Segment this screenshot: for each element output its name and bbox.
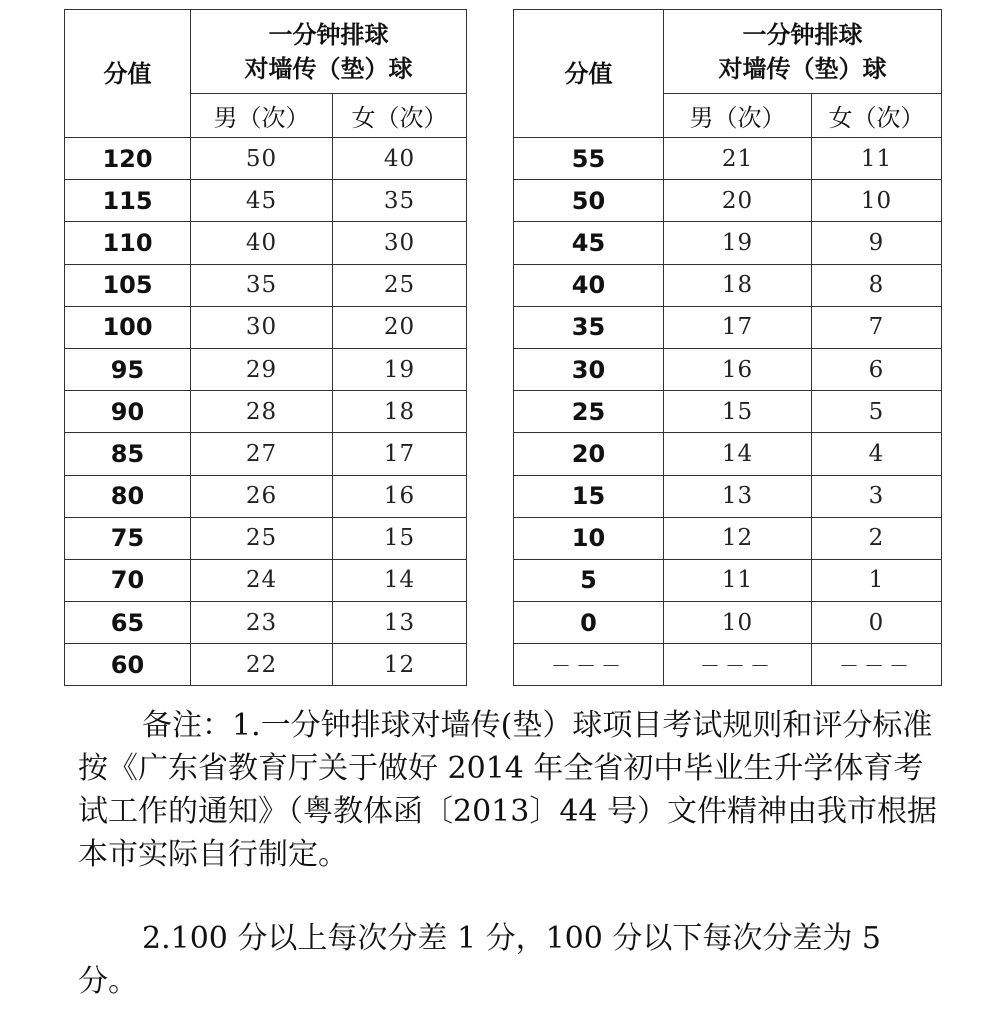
table-row [65,264,467,306]
female-cell: 25 [333,264,467,306]
male-cell: 20 [664,180,812,222]
female-cell: 35 [333,180,467,222]
table-row [514,138,942,180]
female-cell: 30 [333,222,467,264]
table-row [65,180,467,222]
score-cell: 95 [65,348,191,390]
table-row [65,222,467,264]
table-row [65,602,467,644]
female-cell: 14 [333,559,467,601]
female-cell: 20 [333,306,467,348]
score-cell: 100 [65,306,191,348]
female-cell: 19 [333,348,467,390]
male-cell: 22 [191,644,333,686]
header-item: 一分钟排球 对墙传（垫）球 [191,10,467,94]
male-cell: 10 [664,602,812,644]
male-cell: 28 [191,391,333,433]
table-row [514,180,942,222]
header-score: 分值 [514,10,664,138]
score-cell: 30 [514,348,664,390]
table-row [65,138,467,180]
male-cell: 14 [664,433,812,475]
male-cell: 40 [191,222,333,264]
score-cell: 35 [514,306,664,348]
header-male: 男（次） [664,94,812,138]
score-table-left [64,9,467,686]
female-cell: 17 [333,433,467,475]
header-score: 分值 [65,10,191,138]
female-cell: 2 [812,517,942,559]
score-cell: 75 [65,517,191,559]
score-cell: 85 [65,433,191,475]
table-row [65,348,467,390]
score-cell: －－－ [514,644,664,686]
male-cell: 26 [191,475,333,517]
female-cell: 9 [812,222,942,264]
score-cell: 105 [65,264,191,306]
note-paragraph-1: 备注：1.一分钟排球对墙传(垫）球项目考试规则和评分标准按《广东省教育厅关于做好 2014 年全省初中毕业生升学体育考试工作的通知》（粤教体函〔2013〕44 号）文件精神由我市根据本市实际自行制定。 [78,708,938,872]
table-row [514,433,942,475]
female-cell: 10 [812,180,942,222]
score-cell: 110 [65,222,191,264]
male-cell: 27 [191,433,333,475]
male-cell: 21 [664,138,812,180]
female-cell: 7 [812,306,942,348]
female-cell: 18 [333,391,467,433]
female-cell: 0 [812,602,942,644]
table-row [514,517,942,559]
table-row [65,306,467,348]
female-cell: 5 [812,391,942,433]
female-cell: －－－ [812,644,942,686]
table-row [514,559,942,601]
male-cell: 11 [664,559,812,601]
score-table-right [513,9,942,686]
score-cell: 15 [514,475,664,517]
score-cell: 25 [514,391,664,433]
male-cell: 19 [664,222,812,264]
male-cell: 17 [664,306,812,348]
table-row [65,475,467,517]
male-cell: 18 [664,264,812,306]
score-table-right-body [514,10,942,686]
female-cell: 8 [812,264,942,306]
male-cell: 23 [191,602,333,644]
table-row [65,517,467,559]
female-cell: 40 [333,138,467,180]
male-cell: 13 [664,475,812,517]
table-row [514,348,942,390]
male-cell: 45 [191,180,333,222]
score-cell: 80 [65,475,191,517]
table-row [65,559,467,601]
male-cell: 24 [191,559,333,601]
female-cell: 4 [812,433,942,475]
score-cell: 40 [514,264,664,306]
score-cell: 115 [65,180,191,222]
score-table-left-body [65,10,467,686]
table-row [514,222,942,264]
header-male: 男（次） [191,94,333,138]
male-cell: 35 [191,264,333,306]
score-cell: 55 [514,138,664,180]
score-cell: 65 [65,602,191,644]
female-cell: 12 [333,644,467,686]
score-cell: 90 [65,391,191,433]
male-cell: 12 [664,517,812,559]
score-cell: 5 [514,559,664,601]
female-cell: 6 [812,348,942,390]
female-cell: 3 [812,475,942,517]
female-cell: 16 [333,475,467,517]
header-item: 一分钟排球 对墙传（垫）球 [664,10,942,94]
score-cell: 70 [65,559,191,601]
male-cell: 25 [191,517,333,559]
table-row [514,644,942,686]
table-row [65,433,467,475]
male-cell: 16 [664,348,812,390]
score-cell: 50 [514,180,664,222]
table-row [65,644,467,686]
female-cell: 15 [333,517,467,559]
score-cell: 45 [514,222,664,264]
note-paragraph-2: 2.100 分以上每次分差 1 分，100 分以下每次分差为 5 分。 [78,921,881,999]
score-cell: 120 [65,138,191,180]
header-female: 女（次） [812,94,942,138]
table-row [514,391,942,433]
male-cell: 15 [664,391,812,433]
male-cell: 29 [191,348,333,390]
table-row [65,391,467,433]
score-cell: 0 [514,602,664,644]
score-cell: 10 [514,517,664,559]
female-cell: 13 [333,602,467,644]
female-cell: 1 [812,559,942,601]
male-cell: －－－ [664,644,812,686]
male-cell: 50 [191,138,333,180]
header-female: 女（次） [333,94,467,138]
score-cell: 60 [65,644,191,686]
male-cell: 30 [191,306,333,348]
female-cell: 11 [812,138,942,180]
table-row [514,602,942,644]
table-row [514,264,942,306]
table-row [514,306,942,348]
table-row [514,475,942,517]
score-cell: 20 [514,433,664,475]
